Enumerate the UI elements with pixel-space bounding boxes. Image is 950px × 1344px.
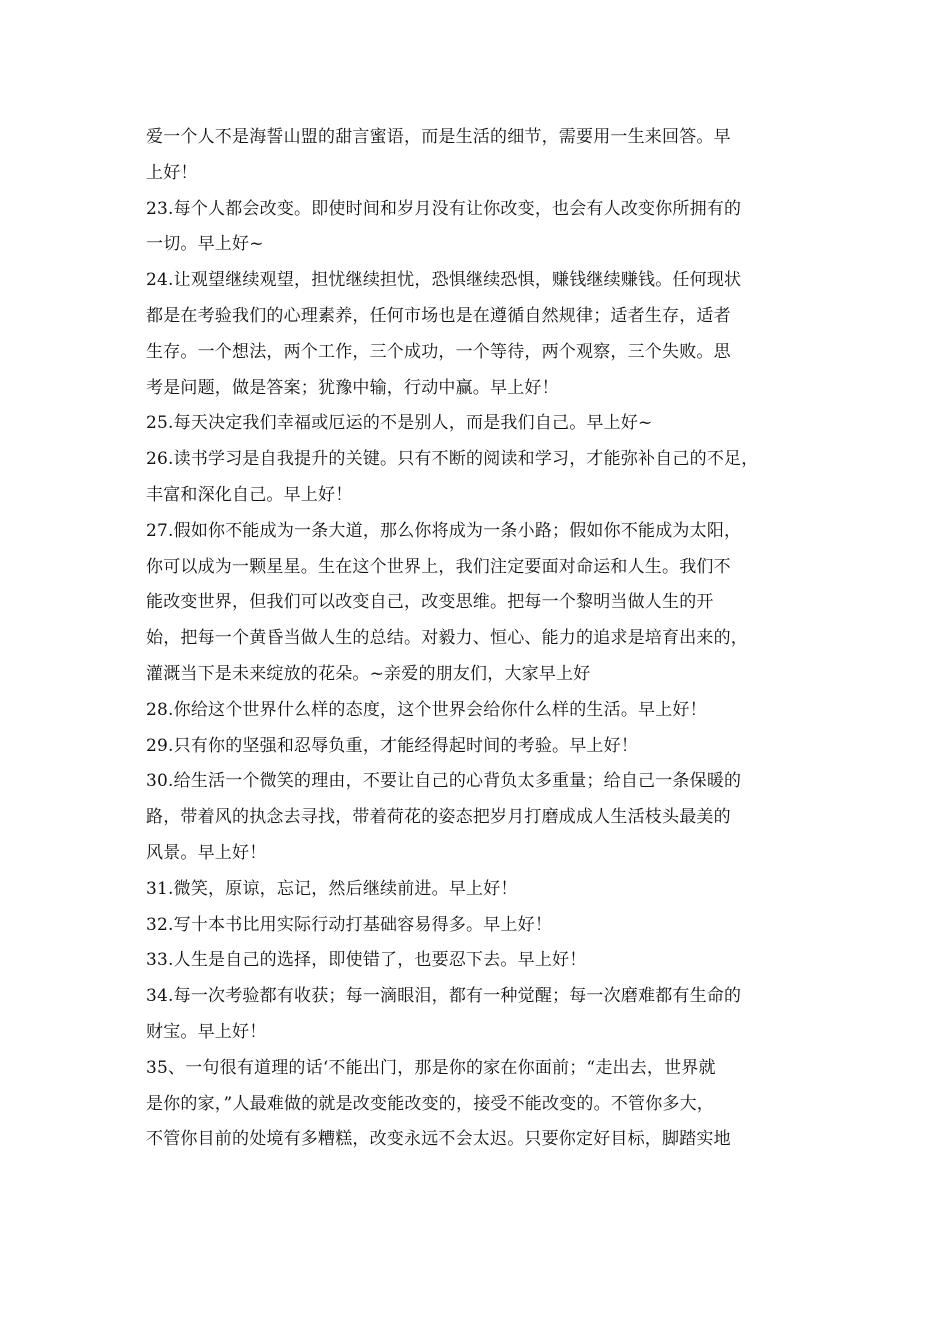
text-line: 一切。早上好~ [146, 234, 264, 255]
text-line: 24.让观望继续观望，担忧继续担忧，恐惧继续恐惧，赚钱继续赚钱。任何现状 [146, 270, 742, 291]
text-line: 23.每个人都会改变。即使时间和岁月没有让你改变，也会有人改变你所拥有的 [146, 198, 742, 219]
text-line: 风景。早上好！ [146, 842, 267, 863]
text-line: 能改变世界，但我们可以改变自己，改变思维。把每一个黎明当做人生的开 [146, 592, 714, 613]
text-line: 35、一句很有道理的话‘不能出门，那是你的家在你面前；“走出去，世界就 [146, 1057, 716, 1078]
text-line: 爱一个人不是海誓山盟的甜言蜜语，而是生活的细节，需要用一生来回答。早 [146, 127, 731, 147]
text-line: 33.人生是自己的选择，即使错了，也要忍下去。早上好！ [146, 950, 587, 971]
document-body [146, 120, 816, 1158]
text-line: 都是在考验我们的心理素养，任何市场也是在遵循自然规律；适者生存，适者 [146, 305, 731, 326]
text-line: 考是问题，做是答案；犹豫中输，行动中赢。早上好！ [146, 377, 559, 398]
text-line: 始，把每一个黄昏当做人生的总结。对毅力、恒心、能力的追求是培育出来的， [146, 628, 748, 649]
text-line: 你可以成为一颗星星。生在这个世界上，我们注定要面对命运和人生。我们不 [146, 556, 731, 577]
text-line: 34.每一次考验都有收获；每一滴眼泪，都有一种觉醒；每一次磨难都有生命的 [146, 986, 742, 1007]
text-line: 不管你目前的处境有多糟糕，改变永远不会太迟。只要你定好目标，脚踏实地 [146, 1129, 731, 1150]
text-line: 31.微笑，原谅，忘记，然后继续前进。早上好！ [146, 878, 518, 899]
text-line: 29.只有你的坚强和忍辱负重，才能经得起时间的考验。早上好！ [146, 735, 639, 756]
text-line: 生存。一个想法，两个工作，三个成功，一个等待，两个观察，三个失败。思 [146, 341, 731, 362]
text-line: 25.每天决定我们幸福或厄运的不是别人，而是我们自己。早上好~ [146, 413, 653, 434]
text-line: 路，带着风的执念去寻找，带着荷花的姿态把岁月打磨成成人生活枝头最美的 [146, 807, 731, 828]
text-line: 28.你给这个世界什么样的态度，这个世界会给你什么样的生活。早上好！ [146, 699, 707, 720]
text-line: 财宝。早上好！ [146, 1021, 267, 1042]
text-line: 26.读书学习是自我提升的关键。只有不断的阅读和学习，才能弥补自己的不足， [146, 449, 759, 470]
text-line: 上好！ [146, 162, 198, 183]
text-line: 27.假如你不能成为一条大道，那么你将成为一条小路；假如你不能成为太阳， [146, 520, 742, 541]
text-line: 30.给生活一个微笑的理由，不要让自己的心背负太多重量；给自己一条保暖的 [146, 771, 742, 792]
text-line: 32.写十本书比用实际行动打基础容易得多。早上好！ [146, 914, 553, 935]
text-line: 丰富和深化自己。早上好！ [146, 484, 353, 505]
text-line: 灌溉当下是未来绽放的花朵。~亲爱的朋友们，大家早上好 [146, 663, 591, 684]
text-line: 是你的家，”人最难做的就是改变能改变的，接受不能改变的。不管你多大， [146, 1093, 714, 1114]
